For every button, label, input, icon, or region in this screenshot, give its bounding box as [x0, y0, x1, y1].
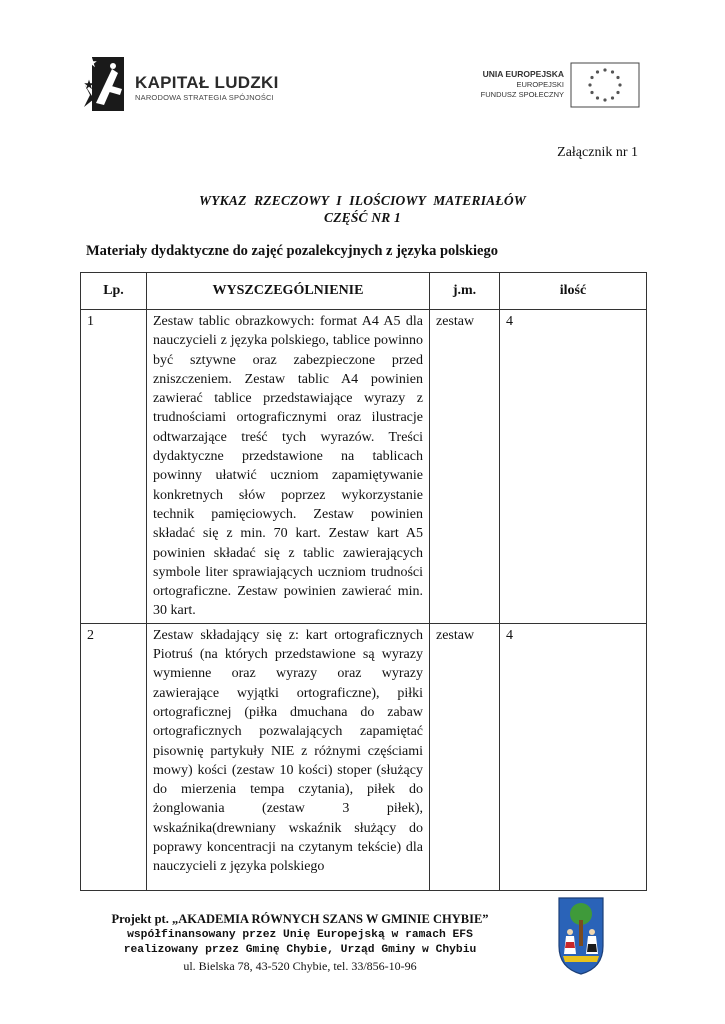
document-part: CZĘŚĆ NR 1 [323, 210, 402, 225]
section-title: Materiały dydaktyczne do zajęć pozalekcyjnych z języka polskiego [86, 243, 498, 259]
table-header-row [81, 273, 647, 310]
footer-project-title: Projekt pt. „AKADEMIA RÓWNYCH SZANS W GMINIE CHYBIE” [111, 912, 489, 926]
table-row [81, 310, 647, 624]
footer-address: ul. Bielska 78, 43-520 Chybie, tel. 33/856-10-96 [183, 958, 417, 973]
kapital-ludzki-emblem-icon [82, 55, 132, 115]
kapital-ludzki-title: KAPITAŁ LUDZKI [135, 73, 279, 92]
header-quantity: ilość [500, 273, 647, 310]
header-unit: j.m. [430, 273, 500, 310]
cell-lp: 1 [81, 310, 147, 624]
cell-description: Zestaw tablic obrazkowych: format A4 A5 dla nauczycieli z języka polskiego, tablice powinno być sztywne oraz zabezpieczone przed zniszczeniem. Zestaw tablic A4 powinien zawierać tablice przedstawiające wyrazy z trudnościami ortograficznymi oraz ilustracje odtwarzające treść tych wyrazów. Treści dydaktyczne przedstawione na tablicach powinny ułatwić uczniom zapamiętywanie konkretnych słów poprzez wykorzystanie technik pamięciowych. Zestaw powinien składać się z min. 70 kart. Zestaw kart A5 powinien składać się z tablic zawierających symbole liter sprawiających uczniom trudności ortograficzne. Zestaw powinien zawierać min. 30 kart. [147, 310, 430, 624]
cell-unit: zestaw [430, 623, 500, 890]
materials-table [80, 272, 647, 891]
cell-quantity: 4 [500, 623, 647, 890]
footer-cofinancing: współfinansowany przez Unię Europejską w ramach EFS [127, 928, 473, 941]
cell-description: Zestaw składający się z: kart ortograficznych Piotruś (na których przedstawione są wyrazy wymienne oraz wyrazy oraz wyrazy zawierające wyjątki ortograficzne), piłki ortograficznej (piłka dmuchana do zabaw ortograficznych pozwalających zapamiętać pisownię partykuły NIE z różnymi częściami mowy) kości (zestaw 10 kości) stoper (służący do mierzenia tempa czytania), piłek do żonglowania (zestaw 3 piłek), wskaźnika(drewniany wskaźnik służący do poprawy koncentracji na czytanym tekście) dla nauczycieli z języka polskiego [147, 623, 430, 890]
table-row [81, 623, 647, 890]
eu-fund-label-1: EUROPEJSKI [516, 80, 564, 89]
gmina-chybie-crest-icon [557, 896, 605, 976]
cell-lp: 2 [81, 623, 147, 890]
header-description: WYSZCZEGÓLNIENIE [147, 273, 430, 310]
footer-implementer: realizowany przez Gminę Chybie, Urząd Gminy w Chybiu [123, 944, 477, 956]
kapital-ludzki-subtitle: NARODOWA STRATEGIA SPÓJNOŚCI [135, 93, 274, 102]
cell-quantity: 4 [500, 310, 647, 624]
document-title: WYKAZ RZECZOWY I ILOŚCIOWY MATERIAŁÓW [199, 193, 526, 208]
header-lp: Lp. [81, 273, 147, 310]
footer [60, 912, 540, 974]
kapital-ludzki-logo [82, 55, 282, 115]
cell-unit: zestaw [430, 310, 500, 624]
eu-fund-label-2: FUNDUSZ SPOŁECZNY [480, 90, 564, 99]
annex-label: Załącznik nr 1 [557, 145, 638, 160]
eu-flag-icon [570, 62, 640, 108]
eu-efs-logo [470, 62, 640, 108]
eu-text-block [481, 69, 564, 100]
eu-union-label: UNIA EUROPEJSKA [482, 69, 564, 79]
